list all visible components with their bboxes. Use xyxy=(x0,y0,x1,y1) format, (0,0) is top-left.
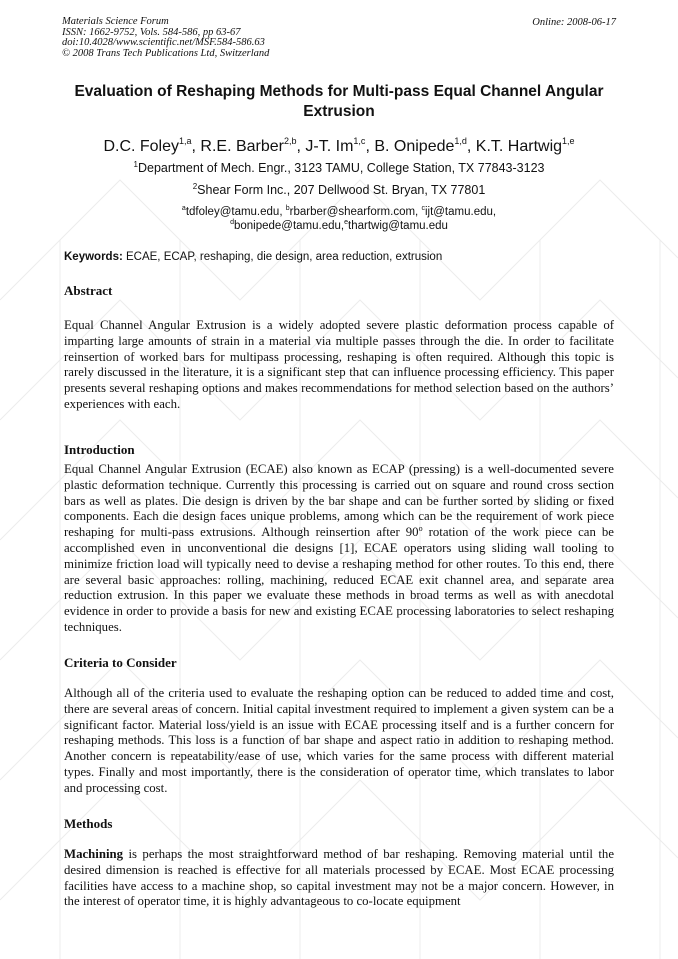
author-name: K.T. Hartwig xyxy=(475,138,563,155)
title-line-2: Extrusion xyxy=(303,103,375,120)
email-sup: a xyxy=(181,205,186,212)
author-sep: , xyxy=(191,138,201,155)
journal-copyright: © 2008 Trans Tech Publications Ltd, Switzerland xyxy=(62,47,270,59)
methods-body: is perhaps the most straightforward method of bar reshaping. Removing material until the desired dimension is reached is effective for all materials processed by ECAE. Most ECAE processing facilities have access to a machine shop, so capital investment may not be a major concern. However, in the interest of operator time, it is highly advantageous to co-locate equipment xyxy=(64,847,614,909)
journal-issn: ISSN: 1662-9752, Vols. 584-586, pp 63-67 xyxy=(62,26,241,38)
author-name: J-T. Im xyxy=(305,138,354,155)
affiliation-2-sup: 2 xyxy=(192,182,198,191)
introduction-heading: Introduction xyxy=(64,442,135,457)
criteria-heading: Criteria to Consider xyxy=(64,655,177,670)
methods-heading: Methods xyxy=(64,816,113,831)
affiliation-1-text: Department of Mech. Engr., 3123 TAMU, College Station, TX 77843-3123 xyxy=(137,161,545,175)
email-link[interactable]: rbarber@shearform.com, xyxy=(289,206,422,218)
abstract-heading: Abstract xyxy=(64,283,113,298)
email-sup: e xyxy=(344,219,349,226)
email-line-2 xyxy=(20,216,658,233)
affiliation-1 xyxy=(20,157,658,176)
methods-text xyxy=(64,847,614,910)
email-link[interactable]: tdfoley@tamu.edu, xyxy=(185,206,286,218)
email-sup: b xyxy=(285,205,290,212)
email-sup: c xyxy=(421,205,425,212)
author-name: R.E. Barber xyxy=(200,138,285,155)
author-sup: 1,e xyxy=(562,136,575,146)
author-sep: , xyxy=(466,138,476,155)
journal-header xyxy=(62,17,269,59)
author-list xyxy=(20,131,658,157)
affiliation-2 xyxy=(20,179,658,198)
title-line-1: Evaluation of Reshaping Methods for Multi-pass Equal Channel Angular xyxy=(74,83,604,100)
affiliation-1-sup: 1 xyxy=(133,160,138,169)
email-sup: d xyxy=(230,219,234,226)
introduction-text-b: rotation of the work piece can be accomplished even in unconventional die designs [1], ECAE operators using sliding wall tooling to minimize friction load will typically need to devise a reshaping method for other routes. To this end, there are several basic approaches: rolling, machining, reduced ECAE exit channel area, and separate area reduction extrusion. In this paper we evaluate these methods in broad terms as well as with anecdotal evidence in order to provide a basis for new and existing ECAE processing laboratories to select reshaping techniques. xyxy=(64,525,614,634)
abstract-text: Equal Channel Angular Extrusion is a widely adopted severe plastic deformation process capable of imparting large amounts of strain in a material via multiple passes through the die. In order to facilitate reinsertion of worked bars for multipass processing, reshaping is often required. Although this topic is rarely discussed in the literature, it is a significant step that can influence processing efficiency. This paper presents several reshaping options and makes recommendations for method selection based on the authors’ experiences with each. xyxy=(64,318,614,411)
author-sep: , xyxy=(296,138,306,155)
author-sup: 1,c xyxy=(353,136,366,146)
introduction-text-a: Equal Channel Angular Extrusion (ECAE) also known as ECAP (pressing) is a well-documented severe plastic deformation technique. Currently this processing is carried out on square and round cross section bars as well as plates. Die design is driven by the bar shape and can be further sorted by sliding or fixed components. Each die design faces unique problems, among which can be the requirement of work piece reshaping for multi-pass extrusions. Although reinsertion after 90 xyxy=(64,462,614,540)
author-name: D.C. Foley xyxy=(103,138,180,155)
online-date: Online: 2008-06-17 xyxy=(532,17,616,28)
author-sup: 1,a xyxy=(179,136,192,146)
introduction-text xyxy=(64,462,614,636)
journal-doi[interactable]: doi:10.4028/www.scientific.net/MSF.584-586.63 xyxy=(62,37,265,48)
methods-lead: Machining xyxy=(64,847,124,861)
paper-title xyxy=(40,82,638,122)
journal-name: Materials Science Forum xyxy=(62,16,169,27)
affiliation-2-text: Shear Form Inc., 207 Dellwood St. Bryan, TX 77801 xyxy=(197,183,486,197)
keywords xyxy=(64,251,624,263)
email-link[interactable]: bonipede@tamu.edu, xyxy=(233,220,345,232)
author-name: B. Onipede xyxy=(374,138,455,155)
author-sep: , xyxy=(365,138,375,155)
email-link[interactable]: thartwig@tamu.edu xyxy=(348,220,448,232)
author-sup: 1,d xyxy=(454,136,467,146)
keywords-label: Keywords: xyxy=(64,251,123,263)
email-link[interactable]: ijt@tamu.edu, xyxy=(424,206,497,218)
keywords-text: ECAE, ECAP, reshaping, die design, area reduction, extrusion xyxy=(122,251,443,263)
author-sup: 2,b xyxy=(284,136,297,146)
degree-sup: o xyxy=(418,524,423,534)
criteria-text: Although all of the criteria used to evaluate the reshaping option can be reduced to added time and cost, there are several areas of concern. Initial capital investment required to implement a given system can be a significant factor. Material loss/yield is an issue with ECAE processing itself and is a further concern for reshaping methods. This loss is a function of bar shape and aspect ratio in addition to reshaping method. Another concern is repeatability/ease of use, which varies for the same process with different material types. Finally and most importantly, there is the consideration of operator time, which translates to labor and processing cost. xyxy=(64,686,614,795)
